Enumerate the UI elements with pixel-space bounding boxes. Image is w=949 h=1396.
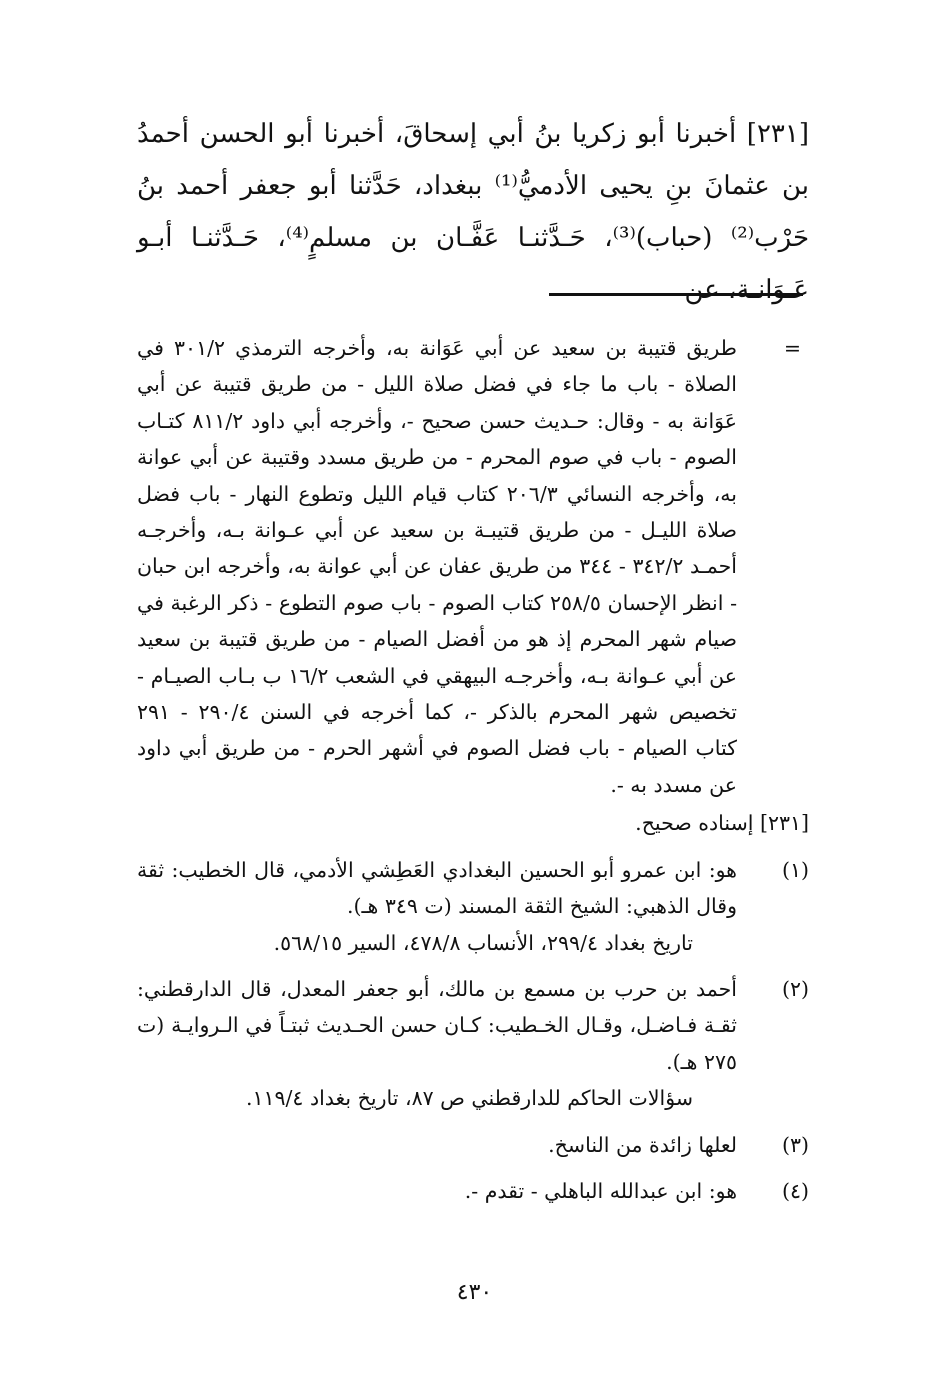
footnote-1 — [137, 852, 809, 961]
footnote-number: (٣) — [781, 1132, 809, 1157]
footnote-reference: تاريخ بغداد ٢٩٩/٤، الأنساب ٤٧٨/٨، السير ٥٦٨/١٥. — [273, 930, 693, 955]
footnote-number: (٢) — [781, 976, 809, 1001]
footnote-separator — [549, 293, 803, 296]
footnote-3 — [137, 1127, 809, 1163]
footnote-number: (٤) — [781, 1178, 809, 1203]
footnote-text: هو: ابن عبدالله الباهلي - تقدم -. — [464, 1178, 737, 1203]
footnote-reference: سؤالات الحاكم للدارقطني ص ٨٧، تاريخ بغداد ١١٩/٤. — [245, 1086, 693, 1111]
footnote-number: (١) — [781, 857, 809, 882]
isnad-grade-heading: [٢٣١] إسناده صحيح. — [635, 811, 809, 836]
footnotes-section — [137, 330, 809, 1209]
continuation-mark: = — [783, 336, 801, 360]
footnote-4 — [137, 1173, 809, 1209]
footnote-text: هو: ابن عمرو أبو الحسين البغدادي العَطِشي الأدمي، قال الخطيب: ثقة وقال الذهبي: الشيخ الثقة المسند (ت ٣٤٩ هـ). — [137, 857, 737, 919]
page-number: ٤٣٠ — [456, 1280, 493, 1305]
footnote-text: أحمد بن حرب بن مسمع بن مالك، أبو جعفر المعدل، قال الدارقطني: ثقـة فـاضـل، وقـال الخـطيب: كـان حسن الحـديث ثبتـاً في الـروايـة (ت ٢٧٥ هـ). — [137, 976, 737, 1074]
footnote-2 — [137, 971, 809, 1117]
continuation-text: طريق قتيبة بن سعيد عن أبي عَوَانة به، وأخرجه الترمذي ٣٠١/٢ في الصلاة - باب ما جاء في فضل صلاة الليل - من طريق قتيبة عن أبي عَوَانة به - وقال: حـديث حسن صحيح -، وأخرجه أبي داود ٨١١/٢ كتـاب الصوم - باب في صوم المحرم - من طريق مسدد وقتيبة عن أبي عوانة به، وأخرجه النسائي ٢٠٦/٣ كتاب قيام الليل وتطوع النهار - باب فضل صلاة الليـل - من طريق قتيبـة بن سعيد عن أبي عـوانة بـه، وأخرجـه أحمـد ٣٤٢/٢ - ٣٤٤ من طريق عفان عن أبي عوانة به، وأخرجه ابن حبان - انظر الإحسان ٢٥٨/٥ كتاب الصوم - باب صوم التطوع - ذكر الرغبة في صيام شهر المحرم إذ هو من أفضل الصيام - من طريق قتيبة بن سعيد عن أبي عـوانة بـه، وأخرجـه البيهقي في الشعب ١٦/٢ ب بـاب الصيـام - تخصيص شهر المحرم بالذكر -، كما أخرجه في السنن ٢٩٠/٤ - ٢٩١ كتاب الصيام - باب فضل الصوم في أشهر الحرم - من طريق أبي داود عن مسدد به -. — [137, 336, 738, 797]
footnote-text: لعلها زائدة من الناسخ. — [548, 1132, 737, 1157]
previous-note-continuation — [137, 330, 809, 803]
main-text: [٢٣١] أخبرنا أبو زكريا بنُ أبي إسحاقَ، أخبرنا أبو الحسن أحمدُ بن عثمانَ بنِ يحيى الأدميُّ⁽¹⁾ ببغداد، حَدَّثنا أبو جعفر أحمد بنُ حَرْب⁽²⁾ (حباب)⁽³⁾، حَـدَّثنـا عَفَّـان بن مسلمٍ⁽⁴⁾، حَـدَّثنـا أبـو عَـوَانـة، عن — [137, 119, 810, 305]
